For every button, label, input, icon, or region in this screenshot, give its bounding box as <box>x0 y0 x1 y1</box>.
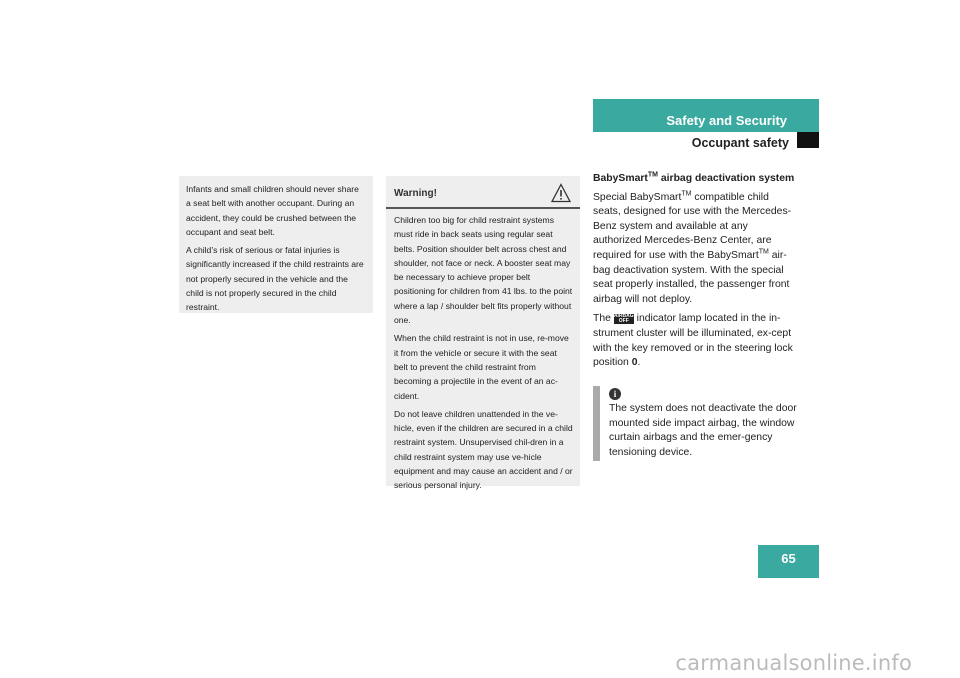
trademark-sup: TM <box>758 248 769 256</box>
child-safety-box <box>179 176 373 313</box>
para2-end: . <box>637 357 641 369</box>
warning-para-2: When the child restraint is not in use, re-move it from the vehicle or secure it with the seat belt to prevent the child restraint from becoming a projectile in the event of an ac-cident. <box>394 333 569 401</box>
page-number: 65 <box>781 551 796 566</box>
babysmart-para-2 <box>593 312 798 370</box>
para2-text-a: The <box>593 313 614 325</box>
section-marker <box>797 132 819 148</box>
info-note <box>593 386 799 461</box>
babysmart-heading <box>593 172 798 187</box>
warning-body <box>386 209 580 493</box>
section-header-band <box>593 99 819 132</box>
section-title: Safety and Security <box>666 113 787 128</box>
child-safety-para-1: Infants and small children should never share a seat belt with another occupant. During an accident, they could be crushed between the occupant and seat belt. <box>186 184 359 237</box>
trademark-sup: TM <box>681 190 692 198</box>
main-column <box>593 172 798 376</box>
watermark: carmanualsonline.info <box>675 651 912 675</box>
steering-lock-position: 0 <box>631 357 638 369</box>
warning-para-3: Do not leave children unattended in the ve-hicle, even if the children are secured in a child restraint system. Unsupervised chil-dren in a child restraint system may use ve-hicle equipment and may cause an accident and / or serious personal injury. <box>394 408 573 491</box>
babysmart-para-1 <box>593 191 798 308</box>
heading-text-b: airbag deactivation system <box>657 173 795 184</box>
page-number-box <box>758 545 819 578</box>
info-note-text: The system does not deactivate the door mounted side impact airbag, the window curtain airbags and the emer-gency tensioning device. <box>609 403 797 458</box>
warning-box <box>386 176 580 491</box>
para1-text-c: air-bag deactivation system. With the special seat properly installed, the passenger front airbag will not deploy. <box>593 249 790 305</box>
airbag-off-icon: AIRBAG OFF <box>613 313 634 325</box>
para1-text-a: Special BabySmart <box>593 191 682 203</box>
warning-triangle-icon <box>551 183 571 203</box>
warning-para-1: Children too big for child restraint systems must ride in back seats using regular seat belts. Position shoulder belt across chest and shoulder, not face or neck. A booster seat may be necessary to achieve proper belt positioning for children from 41 lbs. to the point where a lap / shoulder belt fits properly without one. <box>394 215 573 326</box>
para2-text-b: indicator lamp located in the in-strument cluster will be illuminated, ex-cept with the key removed or in the steering lock position <box>593 313 793 369</box>
info-icon: i <box>609 388 621 400</box>
heading-text-a: BabySmart <box>593 173 648 184</box>
warning-title: Warning! <box>394 188 437 199</box>
trademark-sup: TM <box>647 171 658 179</box>
warning-header <box>386 176 580 209</box>
subsection-title: Occupant safety <box>691 136 789 150</box>
child-safety-para-2: A child’s risk of serious or fatal injuries is significantly increased if the child restraints are not properly secured in the vehicle and the child is not properly secured in the child restraint. <box>186 245 364 313</box>
para1-text-b: compatible child seats, designed for use with the Mercedes-Benz system and available at any authorized Mercedes-Benz Center, are required for use with the BabySmart <box>593 191 792 261</box>
